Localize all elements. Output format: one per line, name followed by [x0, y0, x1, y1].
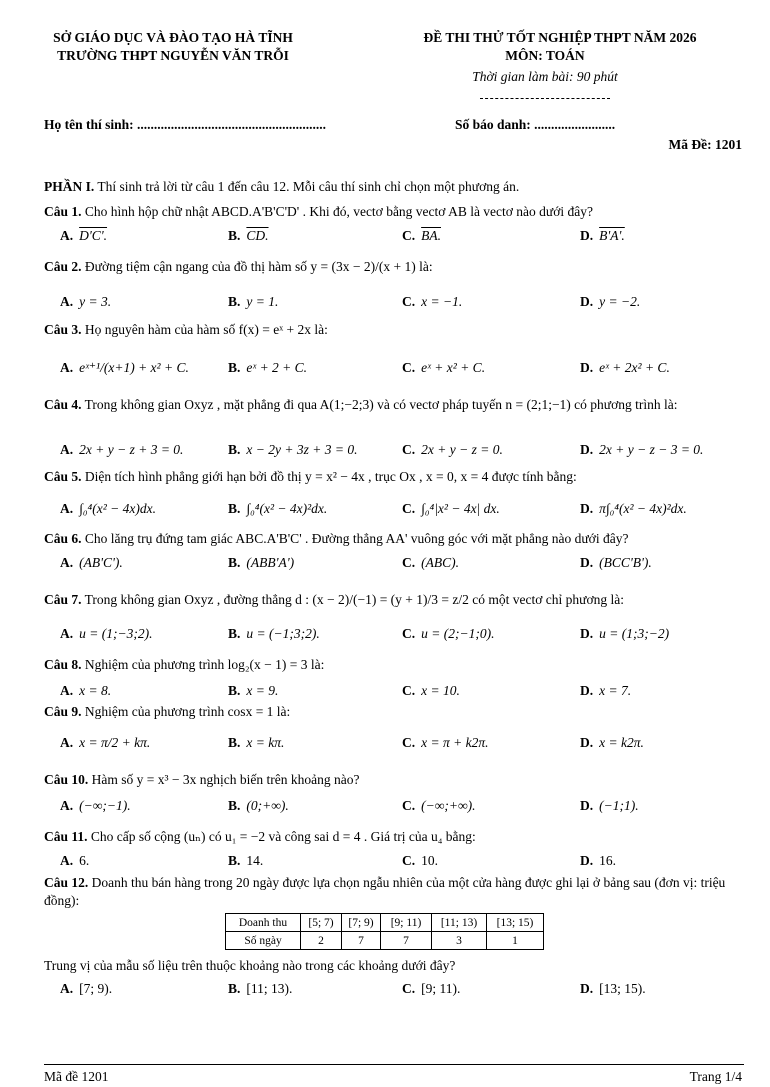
option-2a[interactable]: A. y = 3.	[60, 294, 112, 309]
option-3d[interactable]: D. eˣ + 2x² + C.	[580, 360, 670, 375]
question-text: Cho lăng trụ đứng tam giác ABC.A'B'C' . Đường thẳng AA' vuông góc với mặt phẳng nào dưới đây?	[84, 531, 629, 546]
question-number: Câu 6.	[44, 531, 82, 546]
option-3c[interactable]: C. eˣ + x² + C.	[402, 360, 486, 375]
option-12a[interactable]: A. [7; 9).	[60, 981, 113, 996]
subject: MÔN: TOÁN	[505, 48, 585, 63]
part1-instruction: Thí sinh trả lời từ câu 1 đến câu 12. Mỗi câu thí sinh chỉ chọn một phương án.	[97, 179, 520, 194]
question-number: Câu 1.	[44, 204, 82, 219]
question-10	[44, 771, 744, 789]
option-8b[interactable]: B. x = 9.	[228, 683, 279, 698]
table-cell: 7	[381, 932, 432, 950]
option-1a[interactable]: A. D'C'.	[60, 228, 108, 243]
option-8d[interactable]: D. x = 7.	[580, 683, 632, 698]
table-header: [11; 13)	[432, 914, 487, 932]
question-number: Câu 9.	[44, 704, 82, 719]
question-number: Câu 12.	[44, 875, 89, 890]
part1-heading	[44, 178, 744, 196]
question-6	[44, 530, 744, 548]
table-row	[226, 932, 544, 950]
question-7	[44, 591, 744, 609]
table-header: [5; 7)	[301, 914, 342, 932]
table-header: [9; 11)	[381, 914, 432, 932]
question-text: Đường tiệm cận ngang của đồ thị hàm số y = (3x − 2)/(x + 1) là:	[84, 259, 433, 274]
candidate-id-field: Số báo danh: ........................	[455, 117, 616, 132]
question-4	[44, 396, 744, 414]
question-text: Diện tích hình phẳng giới hạn bởi đồ thị y = x² − 4x , trục Ox , x = 0, x = 4 được tính bằng:	[84, 469, 577, 484]
option-6c[interactable]: C. (ABC).	[402, 555, 459, 570]
question-number: Câu 5.	[44, 469, 82, 484]
exam-title: ĐỀ THI THỬ TỐT NGHIỆP THPT NĂM 2026	[423, 30, 697, 45]
question-11	[44, 828, 744, 846]
option-12d[interactable]: D. [13; 15).	[580, 981, 646, 996]
header-separator	[480, 98, 610, 99]
option-6a[interactable]: A. (AB'C').	[60, 555, 123, 570]
option-4d[interactable]: D. 2x + y − z − 3 = 0.	[580, 442, 704, 457]
question-text: Cho hình hộp chữ nhật ABCD.A'B'C'D' . Khi đó, vectơ bằng vectơ AB là vectơ nào dưới đây?	[84, 204, 593, 219]
question-number: Câu 2.	[44, 259, 82, 274]
part1-title: PHẦN I.	[44, 179, 95, 194]
revenue-table	[225, 913, 544, 950]
question-5	[44, 468, 744, 486]
option-5a[interactable]: A. ∫₀⁴(x² − 4x)dx.	[60, 501, 156, 516]
question-9	[44, 703, 744, 721]
option-2b[interactable]: B. y = 1.	[228, 294, 279, 309]
option-11c[interactable]: C. 10.	[402, 853, 438, 868]
option-4b[interactable]: B. x − 2y + 3z + 3 = 0.	[228, 442, 358, 457]
option-12b[interactable]: B. [11; 13).	[228, 981, 293, 996]
option-8c[interactable]: C. x = 10.	[402, 683, 460, 698]
question-text: Họ nguyên hàm của hàm số f(x) = eˣ + 2x là:	[84, 322, 328, 337]
table-header: [7; 9)	[342, 914, 381, 932]
option-8a[interactable]: A. x = 8.	[60, 683, 112, 698]
footer-divider	[44, 1064, 744, 1065]
question-8	[44, 656, 744, 674]
option-10a[interactable]: A. (−∞;−1).	[60, 798, 131, 813]
option-6d[interactable]: D. (BCC'B').	[580, 555, 652, 570]
question-text: Trong không gian Oxyz , mặt phẳng đi qua A(1;−2;3) và có vectơ pháp tuyến n = (2;1;−1) có phương trình là:	[84, 397, 678, 412]
question-text: Nghiệm của phương trình log₂(x − 1) = 3 là:	[84, 657, 325, 672]
option-7d[interactable]: D. u = (1;3;−2)	[580, 626, 670, 641]
option-4c[interactable]: C. 2x + y − z = 0.	[402, 442, 503, 457]
question-3	[44, 321, 744, 339]
table-cell: 2	[301, 932, 342, 950]
option-5d[interactable]: D. π∫₀⁴(x² − 4x)²dx.	[580, 501, 687, 516]
option-9c[interactable]: C. x = π + k2π.	[402, 735, 489, 750]
option-3b[interactable]: B. eˣ + 2 + C.	[228, 360, 308, 375]
option-9d[interactable]: D. x = k2π.	[580, 735, 644, 750]
option-12c[interactable]: C. [9; 11).	[402, 981, 461, 996]
option-11d[interactable]: D. 16.	[580, 853, 616, 868]
question-number: Câu 4.	[44, 397, 82, 412]
question-number: Câu 10.	[44, 772, 89, 787]
option-6b[interactable]: B. (ABB'A')	[228, 555, 295, 570]
question-2	[44, 258, 744, 276]
option-7b[interactable]: B. u = (−1;3;2).	[228, 626, 320, 641]
option-4a[interactable]: A. 2x + y − z + 3 = 0.	[60, 442, 184, 457]
table-cell: 1	[487, 932, 544, 950]
table-cell: 3	[432, 932, 487, 950]
exam-code: Mã Đề: 1201	[668, 137, 742, 152]
question-12-followup: Trung vị của mẫu số liệu trên thuộc khoảng nào trong các khoảng dưới đây?	[44, 958, 456, 973]
question-text: Doanh thu bán hàng trong 20 ngày được lựa chọn ngẫu nhiên của một cửa hàng được ghi lại ở bảng sau (đơn vị: triệu đồng):	[44, 875, 726, 908]
question-text: Trong không gian Oxyz , đường thẳng d : (x − 2)/(−1) = (y + 1)/3 = z/2 có một vectơ chỉ phương là:	[84, 592, 624, 607]
question-12	[44, 874, 744, 910]
question-text: Cho cấp số cộng (uₙ) có u₁ = −2 và công sai d = 4 . Giá trị của u₄ bằng:	[90, 829, 476, 844]
option-10d[interactable]: D. (−1;1).	[580, 798, 639, 813]
option-3a[interactable]: A. eˣ⁺¹/(x+1) + x² + C.	[60, 360, 189, 375]
option-1c[interactable]: C. BA.	[402, 228, 441, 243]
question-number: Câu 11.	[44, 829, 88, 844]
question-number: Câu 7.	[44, 592, 82, 607]
table-header: [13; 15)	[487, 914, 544, 932]
option-9a[interactable]: A. x = π/2 + kπ.	[60, 735, 151, 750]
table-row	[226, 914, 544, 932]
candidate-name-field: Họ tên thí sinh: ........................................................	[44, 117, 327, 132]
table-cell: Số ngày	[226, 932, 301, 950]
option-10b[interactable]: B. (0;+∞).	[228, 798, 289, 813]
option-5b[interactable]: B. ∫₀⁴(x² − 4x)²dx.	[228, 501, 328, 516]
table-cell: 7	[342, 932, 381, 950]
exam-time: Thời gian làm bài: 90 phút	[472, 69, 618, 84]
option-10c[interactable]: C. (−∞;+∞).	[402, 798, 476, 813]
footer-exam-code: Mã đề 1201	[44, 1069, 109, 1084]
option-2c[interactable]: C. x = −1.	[402, 294, 463, 309]
option-5c[interactable]: C. ∫₀⁴|x² − 4x| dx.	[402, 501, 500, 516]
question-text: Nghiệm của phương trình cosx = 1 là:	[84, 704, 291, 719]
option-1b[interactable]: B. CD.	[228, 228, 269, 243]
option-1d[interactable]: D. B'A'.	[580, 228, 625, 243]
option-11a[interactable]: A. 6.	[60, 853, 90, 868]
question-text: Hàm số y = x³ − 3x nghịch biến trên khoảng nào?	[91, 772, 360, 787]
option-7c[interactable]: C. u = (2;−1;0).	[402, 626, 495, 641]
option-7a[interactable]: A. u = (1;−3;2).	[60, 626, 153, 641]
table-header: Doanh thu	[226, 914, 301, 932]
dept-name: SỞ GIÁO DỤC VÀ ĐÀO TẠO HÀ TĨNH	[53, 30, 293, 45]
option-2d[interactable]: D. y = −2.	[580, 294, 641, 309]
school-name: TRƯỜNG THPT NGUYỄN VĂN TRỖI	[57, 48, 289, 63]
option-9b[interactable]: B. x = kπ.	[228, 735, 285, 750]
question-number: Câu 8.	[44, 657, 82, 672]
option-11b[interactable]: B. 14.	[228, 853, 264, 868]
question-number: Câu 3.	[44, 322, 82, 337]
footer-page-number: Trang 1/4	[689, 1069, 742, 1084]
question-1	[44, 203, 744, 221]
